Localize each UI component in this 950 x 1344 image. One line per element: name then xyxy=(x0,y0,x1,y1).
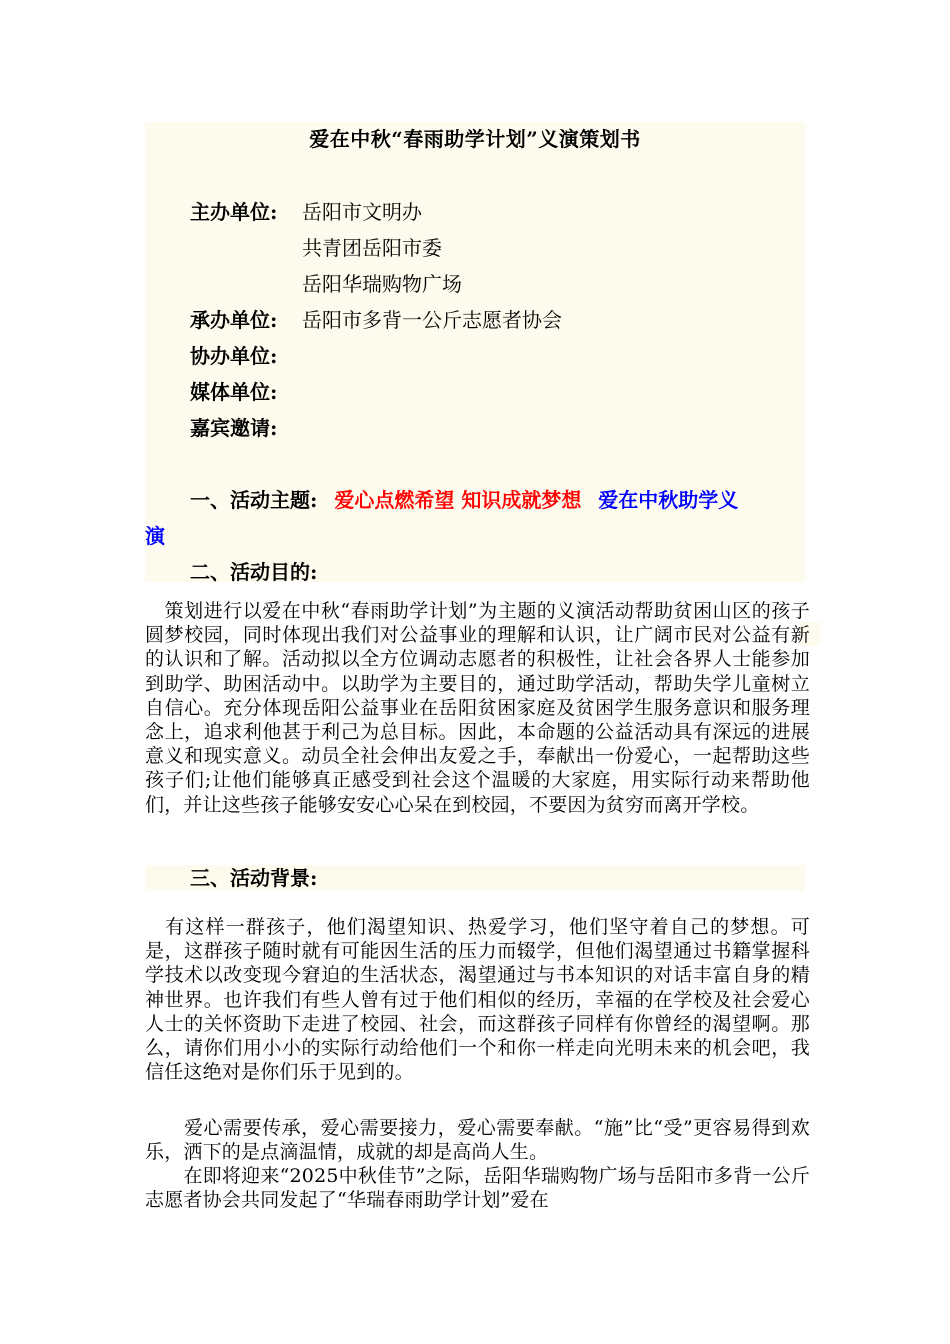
document-title: 爱在中秋“春雨助学计划”义演策划书 xyxy=(309,127,641,151)
organizer-host-2: 共青团岳阳市委 xyxy=(302,236,442,260)
section2-paragraph: 策划进行以爱在中秋“春雨助学计划”为主题的义演活动帮助贫困山区的孩子圆梦校园，同时体现出我们对公益事业的理解和认识，让广阔市民对公益有新的认识和了解。活动拟以全方位调动志愿者的积极性，让社会各界人士能参加到助学、助困活动中。以助学为主要目的，通过助学活动，帮助失学儿童树立自信心。充分体现岳阳公益事业在岳阳贫困家庭及贫困学生服务意识和服务理念上，追求利他甚于利己为总目标。因此，本命题的公益活动具有深远的进展意义和现实意义。动员全社会伸出友爱之手，奉献出一份爱心，一起帮助这些孩子们;让他们能够真正感受到社会这个温暖的大家庭，用实际行动来帮助他们，并让这些孩子能够安安心心呆在到校园，不要因为贫穷而离开学校。 xyxy=(145,600,810,816)
section2-heading: 二、活动目的: xyxy=(190,560,318,584)
section3-heading: 三、活动背景: xyxy=(190,866,318,890)
theme-red-text: 爱心点燃希望 知识成就梦想 xyxy=(334,488,582,512)
section3-paragraph-3: 在即将迎来“2025中秋佳节”之际，岳阳华瑞购物广场与岳阳市多背一公斤志愿者协会共同发起了“华瑞春雨助学计划”爱在 xyxy=(145,1165,810,1212)
organizer-label-host: 主办单位: xyxy=(190,200,278,224)
section1-heading-line xyxy=(190,485,738,515)
theme-blue-text-continued: 演 xyxy=(145,524,165,548)
organizer-label-co-organizer: 协办单位: xyxy=(190,344,278,368)
section3-paragraph-2: 爱心需要传承，爱心需要接力，爱心需要奉献。“施”比“受”更容易得到欢乐，洒下的是点滴温情，成就的却是高尚人生。 xyxy=(145,1117,810,1164)
organizer-host-3: 岳阳华瑞购物广场 xyxy=(302,272,462,296)
section3-paragraph-1: 有这样一群孩子，他们渴望知识、热爱学习，他们坚守着自己的梦想。可是，这群孩子随时就有可能因生活的压力而辍学，但他们渴望通过书籍掌握科学技术以改变现今窘迫的生活状态，渴望通过与书本知识的对话丰富自身的精神世界。也许我们有些人曾有过于他们相似的经历，幸福的在学校及社会爱心人士的关怀资助下走进了校园、社会，而这群孩子同样有你曾经的渴望啊。那么，请你们用小小的实际行动给他们一个和你一样走向光明未来的机会吧，我信任这绝对是你们乐于见到的。 xyxy=(145,916,810,1084)
organizer-label-undertaker: 承办单位: xyxy=(190,308,278,332)
section1-heading: 一、活动主题: xyxy=(190,488,318,512)
organizer-label-guests: 嘉宾邀请: xyxy=(190,416,278,440)
organizer-host-1: 岳阳市文明办 xyxy=(302,200,422,224)
organizer-label-media: 媒体单位: xyxy=(190,380,278,404)
organizer-undertaker-1: 岳阳市多背一公斤志愿者协会 xyxy=(302,308,562,332)
theme-blue-text: 爱在中秋助学义 xyxy=(598,488,739,512)
